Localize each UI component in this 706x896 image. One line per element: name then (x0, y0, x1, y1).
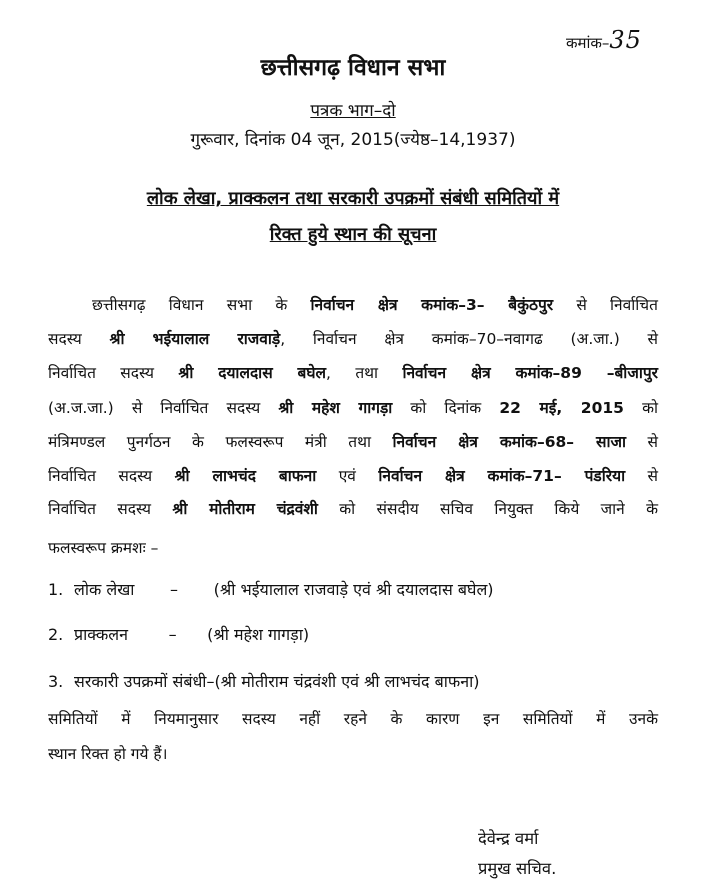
body-line (48, 396, 658, 418)
notice-heading-line-2: रिक्त हुये स्थान की सूचना (269, 224, 437, 245)
committee-text: प्राक्कलन – (श्री महेश गागड़ा) (74, 625, 310, 644)
committee-number: 1. (48, 580, 64, 599)
emphasis-text: निर्वाचन क्षेत्र कमांक–68– साजा (392, 433, 627, 451)
emphasis-text: निर्वाचन क्षेत्र कमांक–71– पंडरिया (378, 467, 626, 485)
body-text: को संसदीय सचिव नियुक्त किये जाने के (317, 500, 658, 518)
body-line (48, 497, 658, 519)
committee-item (48, 578, 494, 600)
serial-value: 35 (609, 26, 642, 54)
body-text: निर्वाचित सदस्य (48, 500, 173, 518)
closing-line-1: समितियों में नियमानुसार सदस्य नहीं रहने के कारण इन समितियों में उनके (48, 710, 658, 728)
closing-line-2: स्थान रिक्त हो गये हैं। (48, 745, 168, 763)
body-line (48, 327, 658, 349)
emphasis-text: श्री मोतीराम चंद्रवंशी (172, 500, 318, 518)
notice-heading-line-1: लोक लेखा, प्राक्कलन तथा सरकारी उपक्रमों संबंधी समितियों में (146, 188, 560, 209)
body-text: को (623, 399, 658, 417)
body-text: निर्वाचित सदस्य (48, 467, 175, 485)
committee-text: सरकारी उपक्रमों संबंधी–(श्री मोतीराम चंद्रवंशी एवं श्री लाभचंद बाफना) (74, 672, 480, 691)
committee-item (48, 623, 309, 645)
body-text: , तथा (326, 364, 403, 382)
body-text: से (626, 433, 659, 451)
body-line (48, 464, 658, 486)
body-text: निर्वाचित सदस्य (48, 364, 179, 382)
body-text: को दिनांक (392, 399, 500, 417)
body-text: से निर्वाचित (553, 296, 658, 314)
signatory-designation: प्रमुख सचिव. (478, 859, 557, 878)
document-title: छत्तीसगढ़ विधान सभा (260, 55, 446, 81)
body-text: छत्तीसगढ़ विधान सभा के (92, 296, 311, 314)
committee-number: 2. (48, 625, 64, 644)
emphasis-text: श्री दयालदास बघेल (178, 364, 327, 382)
emphasis-text: 22 मई, 2015 (499, 399, 624, 417)
emphasis-text: निर्वाचन क्षेत्र कमांक–89 –बीजापुर (402, 364, 658, 382)
bulletin-label (0, 98, 706, 121)
signatory-name: देवेन्द्र वर्मा (478, 829, 539, 848)
emphasis-text: श्री महेश गागड़ा (278, 399, 393, 417)
body-line (48, 293, 658, 315)
bulletin-text: पत्रक भाग–दो (310, 101, 396, 121)
body-tail: फलस्वरूप क्रमशः – (48, 539, 159, 557)
committee-number: 3. (48, 672, 64, 691)
emphasis-text: श्री भईयालाल राजवाड़े (109, 330, 281, 348)
committee-text: लोक लेखा – (श्री भईयालाल राजवाड़े एवं श्री दयालदास बघेल) (74, 580, 494, 599)
committee-item (48, 670, 479, 692)
body-line (48, 361, 658, 383)
emphasis-text: निर्वाचन क्षेत्र कमांक–3– बैकुंठपुर (310, 296, 554, 314)
serial-label: कमांक– (566, 34, 610, 52)
body-text: से (625, 467, 659, 485)
body-text: (अ.ज.जा.) से निर्वाचित सदस्य (48, 399, 279, 417)
emphasis-text: श्री लाभचंद बाफना (174, 467, 317, 485)
body-text: , निर्वाचन क्षेत्र कमांक–70–नवागढ (अ.जा.) से (280, 330, 659, 348)
body-line (48, 430, 658, 452)
body-text: मंत्रिमण्डल पुनर्गठन के फलस्वरूप मंत्री तथा (48, 433, 393, 451)
date-line: गुरूवार, दिनांक 04 जून, 2015(ज्येष्ठ–14,1937) (190, 130, 516, 150)
body-text: सदस्य (48, 330, 110, 348)
body-text: एवं (316, 467, 379, 485)
